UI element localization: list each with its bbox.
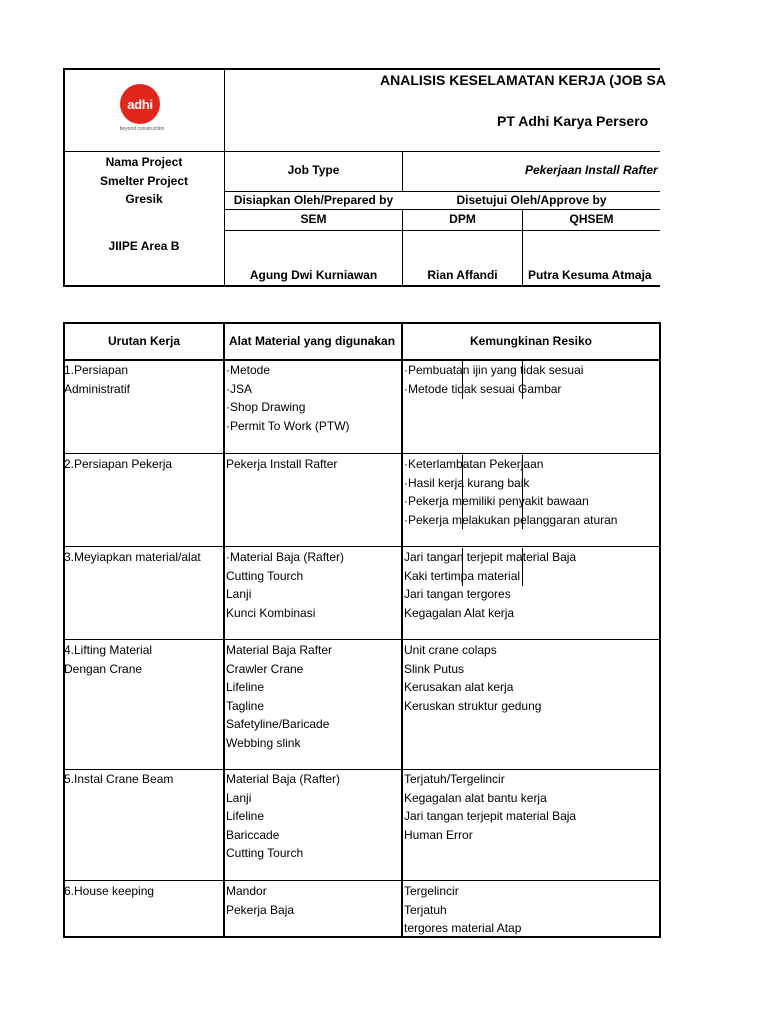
project-name-label: Nama Project Smelter Project Gresik — [99, 155, 189, 206]
row-divider — [63, 639, 661, 640]
header-divider — [63, 151, 660, 152]
header-divider — [224, 230, 660, 231]
table-row-5-step: 5.Instal Crane Beam — [64, 772, 174, 786]
table-col-divider — [401, 322, 403, 938]
row-divider — [63, 546, 661, 547]
table-row-1-risks: ·Pembuatan ijin yang tidak sesuai ·Metode tidak sesuai Gambar — [404, 363, 584, 396]
table-row-3-risks: Jari tangan terjepit material Baja Kaki tertimpa material Jari tangan tergores Kegagalan Alat kerja — [404, 550, 577, 620]
name-sem: Agung Dwi Kurniawan — [249, 268, 378, 282]
name-qhsem: Putra Kesuma Atmaja — [528, 268, 652, 282]
row-divider — [63, 453, 661, 454]
table-row-2-step: 2.Persiapan Pekerja — [64, 457, 173, 471]
table-top-border — [63, 322, 661, 324]
table-row-6-step: 6.House keeping — [64, 884, 155, 898]
col-header-risks: Kemungkinan Resiko — [469, 334, 593, 348]
col-header-step: Urutan Kerja — [107, 334, 181, 348]
header-divider — [224, 209, 660, 210]
table-row-5-tools: Material Baja (Rafter) Lanji Lifeline Bariccade Cutting Tourch — [226, 772, 341, 860]
prepared-by-label: Disiapkan Oleh/Prepared by — [233, 193, 394, 207]
table-row-3-tools: ·Material Baja (Rafter) Cutting Tourch Lanji Kunci Kombinasi — [226, 550, 345, 620]
name-dpm: Rian Affandi — [427, 268, 498, 282]
table-row-6-risks: Tergelincir Terjatuh tergores material Atap — [404, 884, 522, 935]
logo-mark: adhi — [120, 84, 160, 124]
header-col-divider — [402, 151, 403, 191]
table-row-4-tools: Material Baja Rafter Crawler Crane Lifeline Tagline Safetyline/Baricade Webbing slink — [226, 643, 333, 750]
role-dpm: DPM — [449, 212, 476, 226]
table-row-1-tools: ·Metode ·JSA ·Shop Drawing ·Permit To Work (PTW) — [226, 363, 350, 433]
company-logo — [78, 70, 206, 142]
logo-tagline: beyond construction — [119, 126, 165, 132]
role-qhsem: QHSEM — [569, 212, 614, 226]
table-row-2-risks: ·Keterlambatan Pekerjaan ·Hasil kerja kurang baik ·Pekerja memiliki penyakit bawaan ·Pekerja melakukan pelanggaran aturan — [404, 457, 618, 527]
table-col-divider — [223, 322, 225, 938]
row-divider — [63, 880, 661, 881]
table-row-5-risks: Terjatuh/Tergelincir Kegagalan alat bantu kerja Jari tangan terjepit material Baja Human Error — [404, 772, 577, 842]
document-title: ANALISIS KESELAMATAN KERJA (JOB SA — [380, 72, 666, 88]
job-type-label: Job Type — [287, 163, 340, 177]
table-row-4-step: 4.Lifting Material Dengan Crane — [64, 643, 153, 676]
header-divider — [224, 191, 660, 192]
table-row-3-step: 3.Meyiapkan material/alat — [64, 550, 201, 564]
company-name: PT Adhi Karya Persero — [497, 113, 649, 129]
table-left-border — [63, 322, 65, 938]
table-row-6-tools: Mandor Pekerja Baja — [226, 884, 295, 917]
table-right-border — [659, 322, 661, 938]
table-bottom-border — [63, 936, 661, 938]
approved-by-label: Disetujui Oleh/Approve by — [456, 193, 607, 207]
job-type-value: Pekerjaan Install Rafter — [525, 163, 658, 177]
header-col-divider — [224, 68, 225, 287]
table-row-2-tools: Pekerja Install Rafter — [226, 457, 338, 471]
table-row-4-risks: Unit crane colaps Slink Putus Kerusakan alat kerja Keruskan struktur gedung — [404, 643, 542, 713]
header-bottom-border — [63, 285, 660, 287]
col-header-tools: Alat Material yang digunakan — [229, 334, 396, 348]
location-label: JIIPE Area B — [108, 239, 180, 253]
table-row-1-step: 1.Persiapan Administratif — [64, 363, 131, 396]
role-sem: SEM — [300, 212, 327, 226]
